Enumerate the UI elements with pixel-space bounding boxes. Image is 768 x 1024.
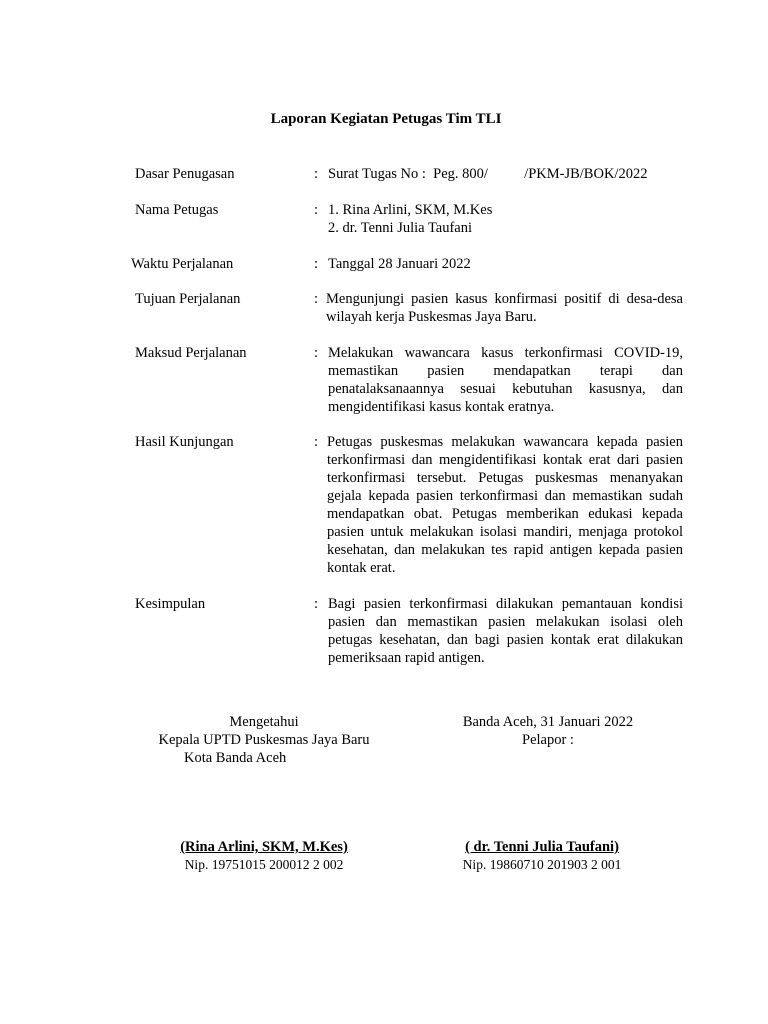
value-waktu-perjalanan: Tanggal 28 Januari 2022: [328, 256, 471, 272]
signature-left-name-block: [129, 838, 399, 874]
label-hasil-kunjungan: Hasil Kunjungan: [135, 434, 234, 450]
signature-right-name-block: [407, 838, 677, 874]
place-date: Banda Aceh, 31 Januari 2022: [462, 714, 634, 730]
colon: :: [314, 202, 319, 218]
label-waktu-perjalanan: Waktu Perjalanan: [131, 256, 234, 272]
value-kesimpulan: Bagi pasien terkonfirmasi dilakukan pemantauan kondisi pasien dan memastikan pasien melakukan isolasi oleh petugas kesehatan, dan bagi pasien kontak erat dilakukan pemeriksaan rapid antigen.: [328, 596, 683, 666]
value-dasar-penugasan: Surat Tugas No : Peg. 800/ /PKM-JB/BOK/2022: [328, 166, 648, 182]
label-maksud-perjalanan: Maksud Perjalanan: [135, 345, 247, 361]
signature-block-right: [413, 713, 683, 749]
value-hasil-kunjungan: Petugas puskesmas melakukan wawancara kepada pasien terkonfirmasi dan mengidentifikasi kontak erat dari pasien terkonfirmasi tersebut. Petugas puskesmas menanyakan gejala kepada pasien terkonfirmasi dan memastikan sudah mendapatkan obat. Petugas memberikan edukasi kepada pasien untuk melakukan isolasi mandiri, menjaga protokol kesehatan, dan melakukan tes rapid antigen kepada pasien kontak erat.: [327, 434, 683, 576]
pelapor-label: Pelapor :: [522, 732, 574, 748]
kota-label: Kota Banda Aceh: [184, 750, 287, 766]
label-tujuan-perjalanan: Tujuan Perjalanan: [135, 291, 241, 307]
value-maksud-perjalanan: Melakukan wawancara kasus terkonfirmasi COVID-19, memastikan pasien mendapatkan terapi dan penatalaksanaannya sesuai kebutuhan kasusnya, dan mengidentifikasi kasus kontak eratnya.: [328, 345, 683, 415]
value-nama-petugas: [328, 201, 683, 237]
label-kesimpulan: Kesimpulan: [135, 596, 206, 612]
colon: :: [314, 256, 319, 272]
document-title: Laporan Kegiatan Petugas Tim TLI: [270, 111, 502, 127]
petugas-2: 2. dr. Tenni Julia Taufani: [328, 220, 473, 236]
label-nama-petugas: Nama Petugas: [135, 202, 219, 218]
signature-block-left: [129, 713, 399, 767]
colon: :: [314, 434, 319, 450]
colon: :: [314, 291, 319, 307]
kepala-jabatan: Kepala UPTD Puskesmas Jaya Baru: [158, 732, 370, 748]
signatory-right-nip: Nip. 19860710 201903 2 001: [462, 857, 622, 872]
label-dasar-penugasan: Dasar Penugasan: [135, 166, 235, 182]
signatory-right-name: ( dr. Tenni Julia Taufani): [465, 839, 619, 855]
colon: :: [314, 345, 319, 361]
colon: :: [314, 596, 319, 612]
signatory-left-name: (Rina Arlini, SKM, M.Kes): [180, 839, 348, 855]
colon: :: [314, 166, 319, 182]
signatory-left-nip: Nip. 19751015 200012 2 002: [184, 857, 344, 872]
petugas-1: 1. Rina Arlini, SKM, M.Kes: [328, 202, 493, 218]
mengetahui-label: Mengetahui: [229, 714, 299, 730]
value-tujuan-perjalanan: Mengunjungi pasien kasus konfirmasi positif di desa-desa wilayah kerja Puskesmas Jaya Baru.: [326, 291, 683, 325]
